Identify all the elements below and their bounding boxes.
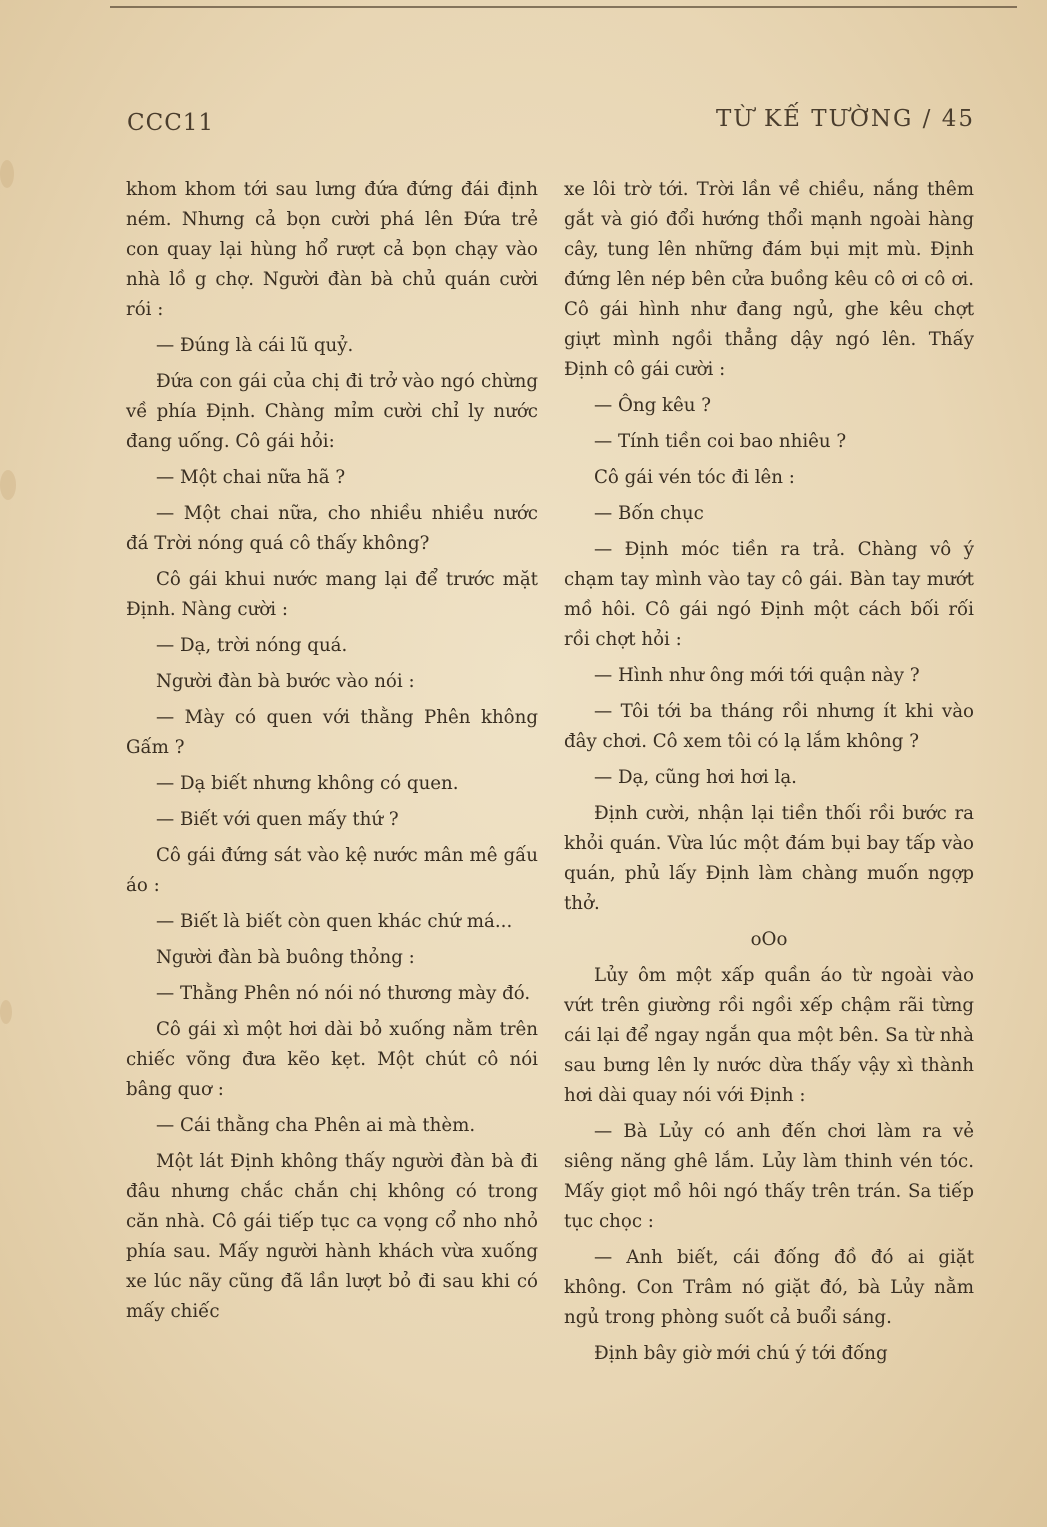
left-dialogue-line: — Mày có quen với thằng Phên không Gấm ?	[126, 707, 538, 758]
right-paragraph: xe lôi trờ tới. Trời lần về chiều, nắng thêm gắt và gió đổi hướng thổi mạnh ngoài hàng cây, tung lên những đám bụi mịt mù. Định đứng lên nép bên cửa buồng kêu cô ơi cô ơi. Cô gái hình như đang ngủ, ghe kêu chợt giựt mình ngồi thẳng dậy ngó lên. Thấy Định cô gái cười :	[564, 179, 974, 380]
left-paragraph: Đứa con gái của chị đi trở vào ngó chừng về phía Định. Chàng mỉm cười chỉ ly nước đang uống. Cô gái hỏi:	[126, 371, 538, 452]
right-dialogue-line: — Tôi tới ba tháng rồi nhưng ít khi vào đây chơi. Cô xem tôi có lạ lắm không ?	[564, 701, 974, 752]
right-dialogue-line: — Ông kêu ?	[594, 395, 712, 416]
left-dialogue-line: — Một chai nữa, cho nhiều nhiều nước đá Trời nóng quá cô thấy không?	[126, 503, 538, 554]
right-paragraph: Lủy ôm một xấp quần áo từ ngoài vào vứt trên giường rồi ngồi xếp chậm rãi từng cái lại để ngay ngắn qua một bên. Sa từ nhà sau bưng lên ly nước dừa thấy vậy xì thành hơi dài quay nói với Định :	[564, 965, 974, 1106]
right-dialogue-line: — Hình như ông mới tới quận này ?	[594, 665, 920, 686]
right-dialogue-line: — Bốn chục	[594, 503, 704, 524]
left-dialogue-line: — Cái thằng cha Phên ai mà thèm.	[156, 1115, 476, 1136]
right-paragraph: Định cười, nhận lại tiền thối rồi bước ra khỏi quán. Vừa lúc một đám bụi bay tấp vào quán, phủ lấy Định làm chàng muốn ngợp thở.	[564, 803, 974, 914]
left-dialogue-line: — Dạ biết nhưng không có quen.	[156, 773, 459, 794]
right-text-column	[564, 175, 974, 1375]
paper-stain	[0, 160, 14, 188]
right-dialogue-line: — Anh biết, cái đống đồ đó ai giặt không. Con Trâm nó giặt đó, bà Lủy nằm ngủ trong phòng suốt cả buổi sáng.	[564, 1247, 974, 1328]
left-paragraph: Cô gái khui nước mang lại để trước mặt Định. Nàng cười :	[126, 569, 538, 620]
right-paragraph: Cô gái vén tóc đi lên :	[594, 467, 795, 488]
right-dialogue-line: — Bà Lủy có anh đến chơi làm ra vẻ siêng năng ghê lắm. Lủy làm thinh vén tóc. Mấy giọt mồ hôi ngó thấy trên trán. Sa tiếp tục chọc :	[564, 1121, 974, 1232]
right-dialogue-line: — Định móc tiền ra trả. Chàng vô ý chạm tay mình vào tay cô gái. Bàn tay mướt mồ hôi. Cô gái ngó Định một cách bối rối rồi chợt hỏi :	[564, 539, 974, 650]
left-dialogue-line: — Một chai nữa hã ?	[156, 467, 346, 488]
right-dialogue-line: — Tính tiền coi bao nhiêu ?	[594, 431, 847, 452]
left-dialogue-line: — Biết với quen mấy thứ ?	[156, 809, 399, 830]
left-text-column	[126, 175, 538, 1333]
left-paragraph: Người đàn bà buông thỏng :	[156, 947, 415, 968]
page-header-title: TỪ KẾ TƯỜNG / 45	[715, 106, 975, 132]
left-paragraph: Cô gái xì một hơi dài bỏ xuống nằm trên chiếc võng đưa kẽo kẹt. Một chút cô nói bâng quơ :	[126, 1019, 538, 1100]
left-paragraph: Một lát Định không thấy người đàn bà đi đâu nhưng chắc chắn chị không có trong căn nhà. Cô gái tiếp tục ca vọng cổ nho nhỏ phía sau. Mấy người hành khách vừa xuống xe lúc nãy cũng đã lần lượt bỏ đi sau khi có mấy chiếc	[126, 1151, 538, 1322]
left-paragraph: khom khom tới sau lưng đứa đứng đái định ném. Nhưng cả bọn cười phá lên Đứa trẻ con quay lại hùng hổ rượt cả bọn chạy vào nhà lồ g chợ. Người đàn bà chủ quán cười rói :	[126, 179, 538, 320]
left-dialogue-line: — Dạ, trời nóng quá.	[156, 635, 348, 656]
page-top-edge	[110, 6, 1017, 8]
paper-stain	[0, 1000, 12, 1024]
page-header-code: CCC11	[127, 110, 215, 136]
right-dialogue-line: — Dạ, cũng hơi hơi lạ.	[594, 767, 797, 788]
right-section-break: oOo	[750, 929, 788, 950]
left-paragraph: Cô gái đứng sát vào kệ nước mân mê gấu áo :	[126, 845, 538, 896]
left-dialogue-line: — Biết là biết còn quen khác chứ má...	[156, 911, 513, 932]
right-paragraph: Định bây giờ mới chú ý tới đống	[594, 1343, 888, 1364]
left-dialogue-line: — Thằng Phên nó nói nó thương mày đó.	[156, 983, 531, 1004]
left-paragraph: Người đàn bà bước vào nói :	[156, 671, 415, 692]
paper-stain	[0, 470, 16, 500]
left-dialogue-line: — Đúng là cái lũ quỷ.	[156, 335, 354, 356]
